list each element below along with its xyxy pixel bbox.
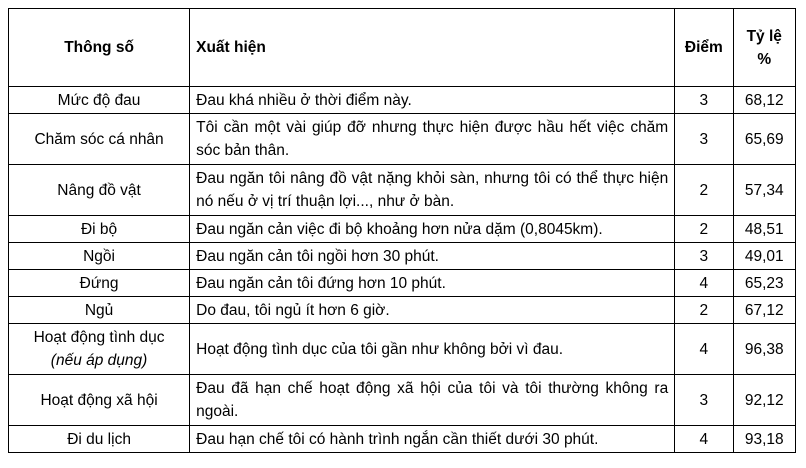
header-param: Thông số [9, 9, 190, 87]
row-score: 4 [675, 270, 733, 297]
row-ratio: 57,34 [733, 165, 796, 216]
table-row [9, 270, 796, 297]
row-param: Nâng đồ vật [9, 165, 190, 216]
header-ratio [733, 9, 796, 87]
row-score: 4 [675, 324, 733, 375]
row-param-cell [9, 324, 190, 375]
row-appearance: Đau hạn chế tôi có hành trình ngắn cần thiết dưới 30 phút. [190, 426, 675, 453]
row-appearance: Đau đã hạn chế hoạt động xã hội của tôi và tôi thường không ra ngoài. [190, 375, 675, 426]
row-appearance: Do đau, tôi ngủ ít hơn 6 giờ. [190, 297, 675, 324]
row-param: Ngồi [9, 243, 190, 270]
row-appearance: Đau ngăn cản tôi ngồi hơn 30 phút. [190, 243, 675, 270]
row-ratio: 65,69 [733, 114, 796, 165]
table-container [8, 8, 796, 453]
table-row [9, 216, 796, 243]
header-ratio-line1: Tỷ lệ [746, 27, 782, 45]
table-row [9, 114, 796, 165]
row-param: Đứng [9, 270, 190, 297]
row-appearance: Tôi cần một vài giúp đỡ nhưng thực hiện được hầu hết việc chăm sóc bản thân. [190, 114, 675, 165]
row-ratio: 96,38 [733, 324, 796, 375]
row-score: 3 [675, 114, 733, 165]
row-param: Mức độ đau [9, 87, 190, 114]
row-param: Hoạt động xã hội [9, 375, 190, 426]
row-param: Hoạt động tình dục [33, 329, 165, 346]
row-score: 3 [675, 243, 733, 270]
table-row [9, 165, 796, 216]
header-ratio-line2: % [757, 50, 772, 68]
table-row [9, 375, 796, 426]
row-ratio: 93,18 [733, 426, 796, 453]
row-param: Chăm sóc cá nhân [9, 114, 190, 165]
row-appearance: Đau ngăn tôi nâng đồ vật nặng khỏi sàn, nhưng tôi có thể thực hiện nó nếu ở vị trí thuận lợi..., như ở bàn. [190, 165, 675, 216]
row-ratio: 68,12 [733, 87, 796, 114]
row-param: Đi bộ [9, 216, 190, 243]
row-score: 4 [675, 426, 733, 453]
row-appearance: Đau ngăn cản việc đi bộ khoảng hơn nửa dặm (0,8045km). [190, 216, 675, 243]
row-appearance: Đau khá nhiều ở thời điểm này. [190, 87, 675, 114]
header-appearance: Xuất hiện [190, 9, 675, 87]
table-row [9, 324, 796, 375]
oswestry-disability-table [8, 8, 796, 453]
row-score: 2 [675, 216, 733, 243]
row-score: 3 [675, 375, 733, 426]
row-param-note: (nếu áp dụng) [50, 352, 148, 369]
row-ratio: 92,12 [733, 375, 796, 426]
row-score: 2 [675, 165, 733, 216]
row-ratio: 65,23 [733, 270, 796, 297]
header-score: Điểm [675, 9, 733, 87]
table-row [9, 87, 796, 114]
table-header-row [9, 9, 796, 87]
table-row [9, 426, 796, 453]
table-row [9, 297, 796, 324]
row-score: 3 [675, 87, 733, 114]
row-ratio: 48,51 [733, 216, 796, 243]
row-score: 2 [675, 297, 733, 324]
row-ratio: 67,12 [733, 297, 796, 324]
row-appearance: Đau ngăn cản tôi đứng hơn 10 phút. [190, 270, 675, 297]
table-row [9, 243, 796, 270]
row-ratio: 49,01 [733, 243, 796, 270]
row-param: Đi du lịch [9, 426, 190, 453]
row-param: Ngủ [9, 297, 190, 324]
row-appearance: Hoạt động tình dục của tôi gần như không bởi vì đau. [190, 324, 675, 375]
